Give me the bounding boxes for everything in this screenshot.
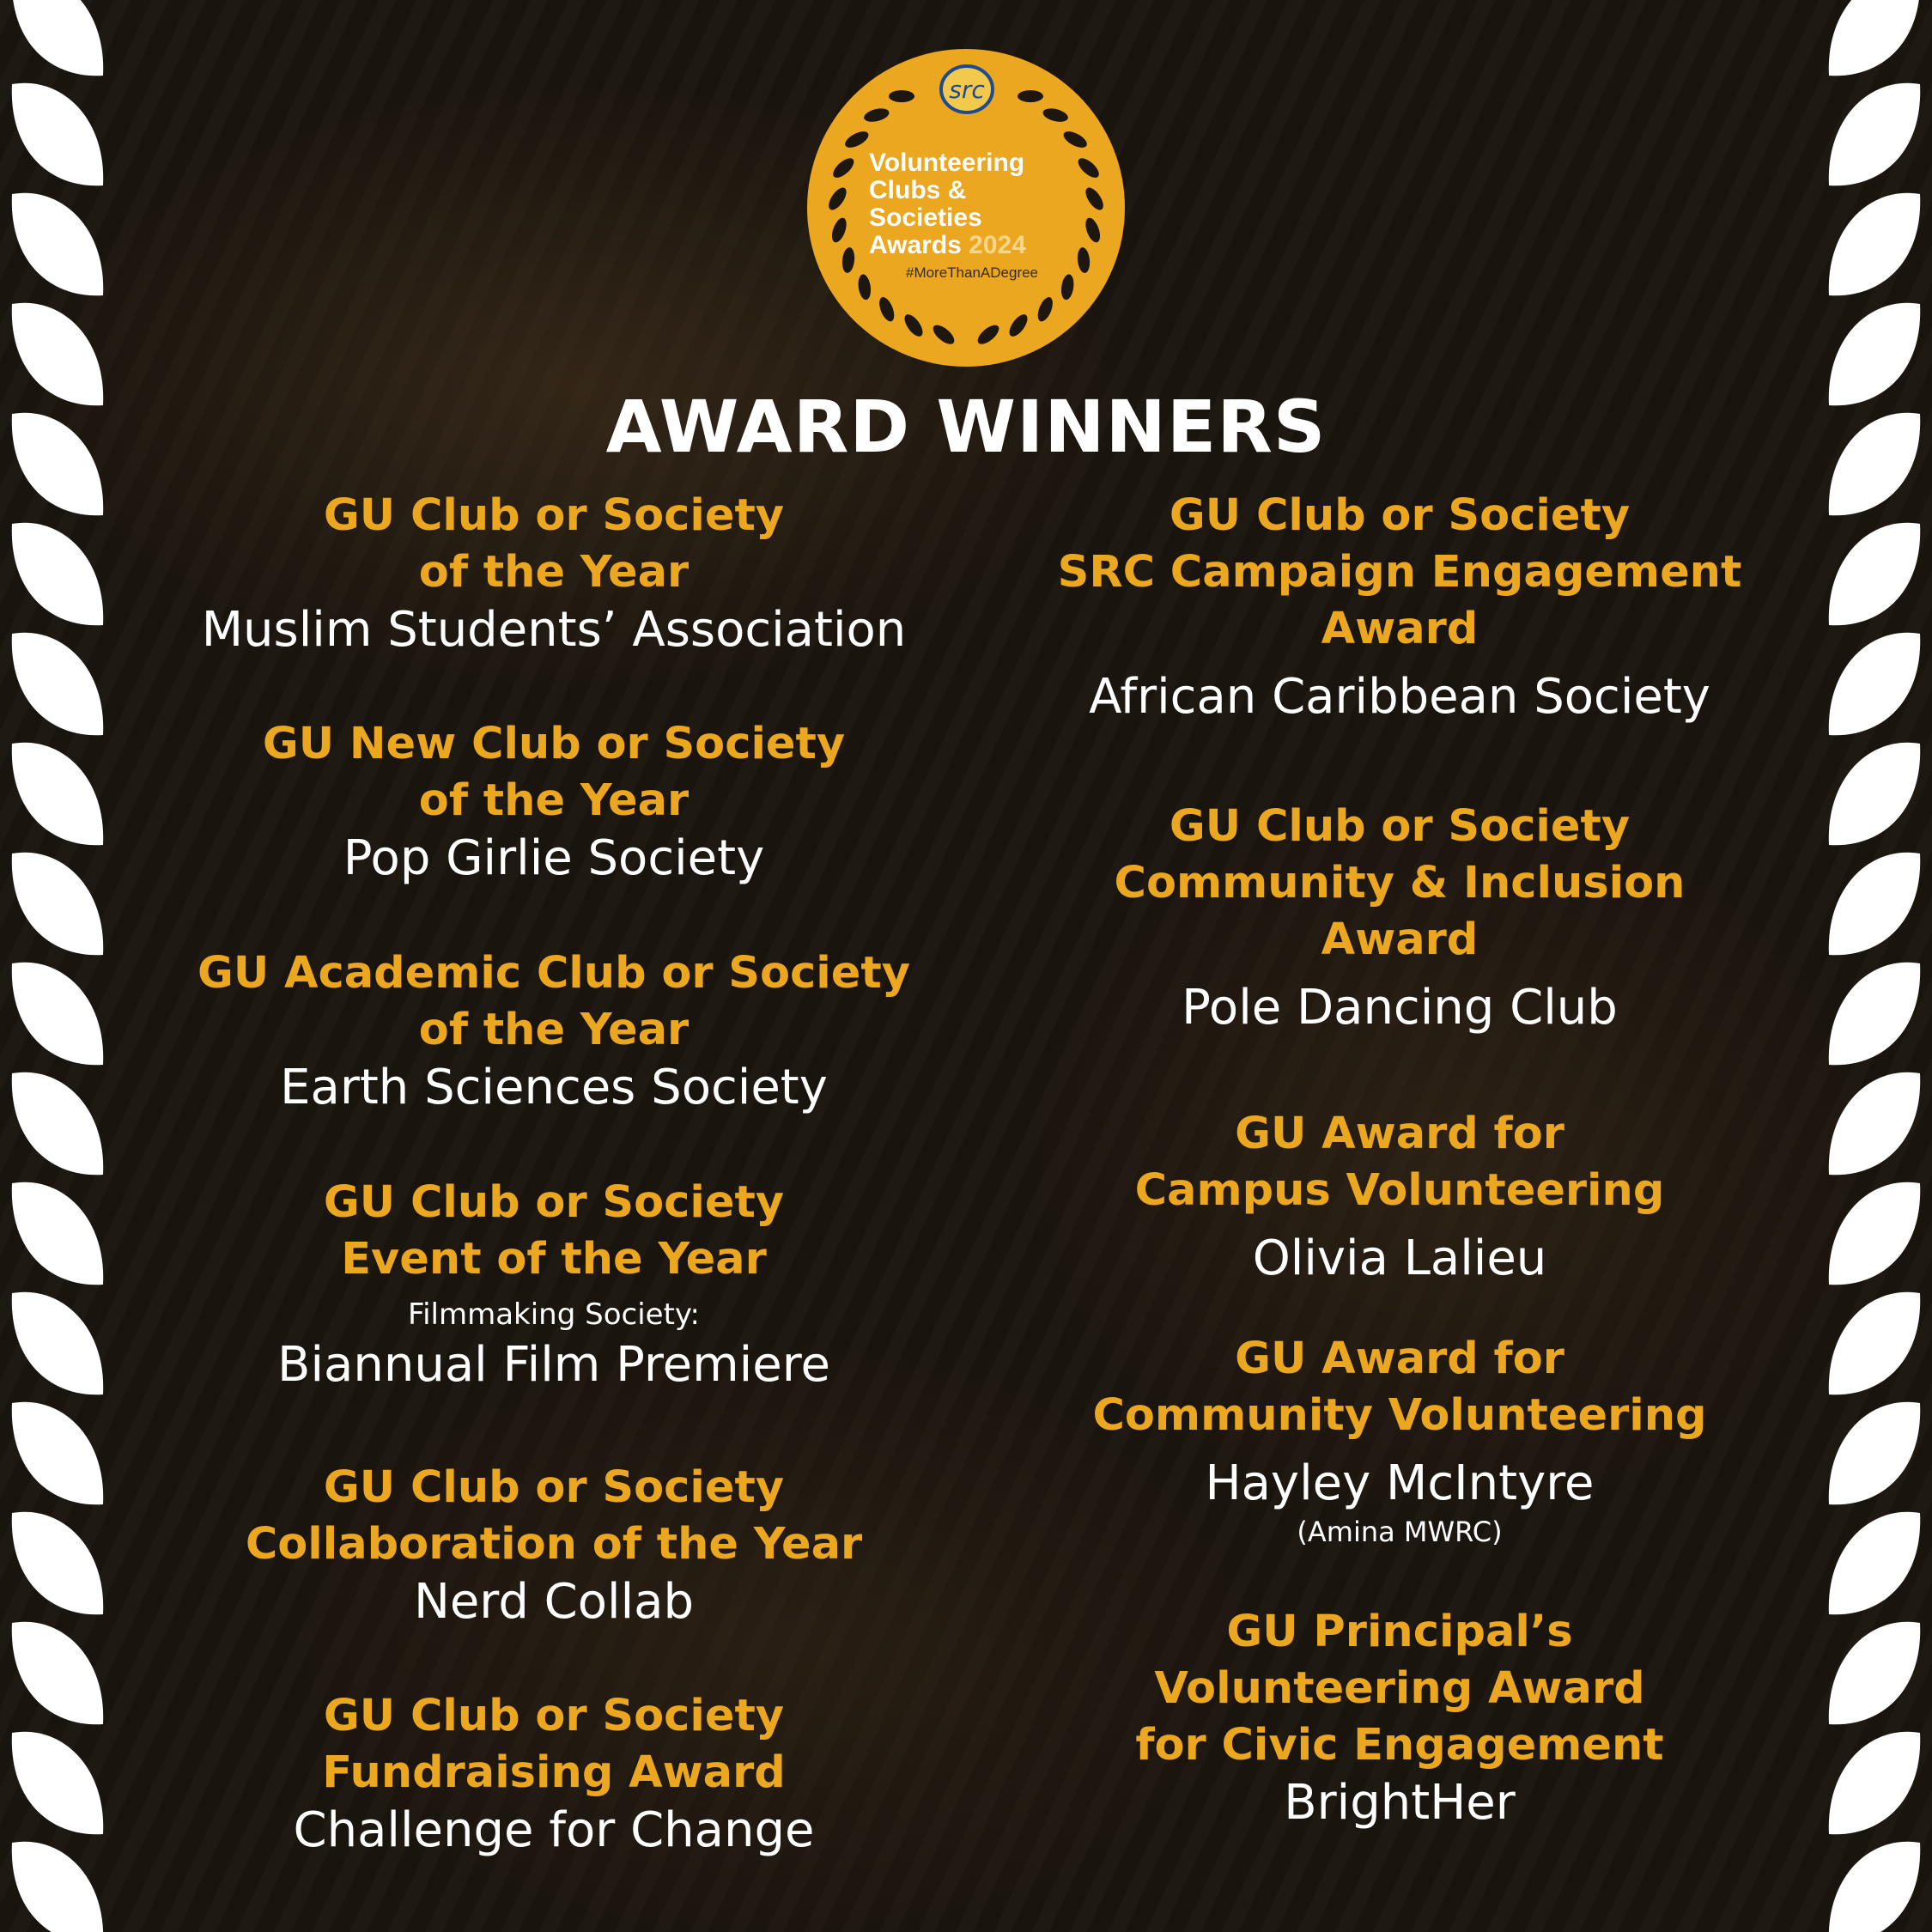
leaf-shape — [1829, 743, 1920, 846]
award-winner: African Caribbean Society — [1089, 669, 1710, 725]
award-title: GU Club or Society — [323, 1462, 785, 1513]
leaf-shape — [1829, 1402, 1920, 1505]
award-title: SRC Campaign Engagement — [1057, 547, 1742, 598]
leaf-shape — [1829, 193, 1920, 296]
award-title: Collaboration of the Year — [245, 1519, 863, 1570]
badge-title-line: Clubs & — [869, 176, 967, 204]
leaf-shape — [1829, 1622, 1920, 1725]
badge-title — [869, 149, 1075, 259]
award-title: of the Year — [418, 1005, 690, 1055]
award-winner-prefix: Filmmaking Society: — [408, 1297, 700, 1332]
award-title: GU New Club or Society — [262, 719, 846, 769]
award-block — [970, 488, 1829, 726]
leaf-shape — [12, 1182, 103, 1285]
leaf-shape — [12, 743, 103, 846]
wreath-leaf — [1018, 90, 1043, 102]
leaf-shape — [1829, 0, 1920, 76]
leaf-shape — [1829, 1732, 1920, 1835]
award-block — [970, 799, 1829, 1037]
award-block — [112, 716, 996, 888]
award-block — [112, 1688, 996, 1860]
badge-title-line: Societies — [869, 204, 982, 232]
award-winner: BrightHer — [1284, 1775, 1516, 1831]
badge-title-line: Awards 2024 — [869, 231, 1026, 259]
award-winner: Muslim Students’ Association — [201, 602, 907, 658]
award-block — [970, 1331, 1829, 1551]
leaf-shape — [12, 83, 103, 186]
badge-year: 2024 — [969, 231, 1026, 259]
award-title: Award — [1321, 914, 1479, 965]
src-logo-text: src — [949, 76, 985, 104]
award-title: of the Year — [418, 775, 690, 826]
leaf-shape — [1829, 1182, 1920, 1285]
award-title: GU Principal’s — [1226, 1607, 1573, 1657]
award-block — [112, 1460, 996, 1631]
leaf-shape — [1829, 1842, 1920, 1932]
leaf-shape — [12, 1402, 103, 1505]
left-leaf-border — [0, 0, 112, 1932]
award-winner: Pole Dancing Club — [1182, 980, 1618, 1036]
award-winner: Olivia Lalieu — [1252, 1230, 1547, 1286]
leaf-shape — [12, 1512, 103, 1615]
leaf-shape — [1829, 523, 1920, 626]
award-block — [112, 1175, 996, 1394]
leaf-shape — [12, 1732, 103, 1835]
award-block — [112, 488, 996, 659]
wreath-leaf — [889, 90, 914, 102]
award-title: GU Club or Society — [1169, 801, 1631, 852]
award-title: GU Club or Society — [323, 490, 785, 541]
award-block — [970, 1106, 1829, 1288]
award-title: for Civic Engagement — [1135, 1720, 1664, 1771]
src-logo-icon — [934, 60, 999, 118]
award-title: Award — [1321, 604, 1479, 654]
leaf-shape — [12, 1842, 103, 1932]
award-winner: Challenge for Change — [293, 1802, 815, 1858]
award-title: GU Award for — [1235, 1109, 1564, 1159]
leaf-shape — [12, 1292, 103, 1395]
leaf-shape — [12, 0, 103, 76]
leaf-shape — [12, 853, 103, 956]
award-title: Event of the Year — [341, 1234, 767, 1285]
award-title: Community Volunteering — [1092, 1390, 1707, 1441]
leaf-shape — [1829, 83, 1920, 186]
leaf-shape — [1829, 633, 1920, 736]
leaf-shape — [12, 523, 103, 626]
award-winner: Earth Sciences Society — [280, 1060, 828, 1115]
award-title: GU Club or Society — [323, 1177, 785, 1228]
leaf-shape — [12, 193, 103, 296]
leaf-shape — [12, 633, 103, 736]
award-title: GU Club or Society — [1169, 490, 1631, 541]
award-title: Fundraising Award — [322, 1747, 786, 1798]
right-leaf-border — [1820, 0, 1932, 1932]
award-winner-note: (Amina MWRC) — [1297, 1516, 1503, 1548]
leaf-shape — [1829, 963, 1920, 1066]
award-winner: Hayley McIntyre — [1205, 1455, 1595, 1511]
leaf-shape — [12, 963, 103, 1066]
award-title: of the Year — [418, 547, 690, 598]
leaf-shape — [1829, 853, 1920, 956]
page-title: AWARD WINNERS — [605, 385, 1327, 469]
award-title: GU Club or Society — [323, 1691, 785, 1741]
badge-title-line: Volunteering — [869, 149, 1025, 177]
award-winner: Nerd Collab — [413, 1574, 695, 1630]
leaf-shape — [1829, 1512, 1920, 1615]
leaf-shape — [1829, 1292, 1920, 1395]
leaf-shape — [12, 1072, 103, 1176]
badge-hashtag: #MoreThanADegree — [905, 264, 1039, 281]
award-block — [970, 1604, 1829, 1832]
award-title: GU Award for — [1235, 1334, 1564, 1384]
leaf-shape — [12, 1622, 103, 1725]
award-block — [112, 945, 996, 1117]
award-winner: Pop Girlie Society — [343, 830, 765, 886]
award-title: Campus Volunteering — [1134, 1165, 1665, 1216]
award-title: Volunteering Award — [1154, 1663, 1645, 1714]
award-title: Community & Inclusion — [1114, 858, 1686, 908]
leaf-shape — [1829, 1072, 1920, 1176]
award-title: GU Academic Club or Society — [197, 948, 910, 999]
award-winner: Biannual Film Premiere — [277, 1337, 830, 1393]
